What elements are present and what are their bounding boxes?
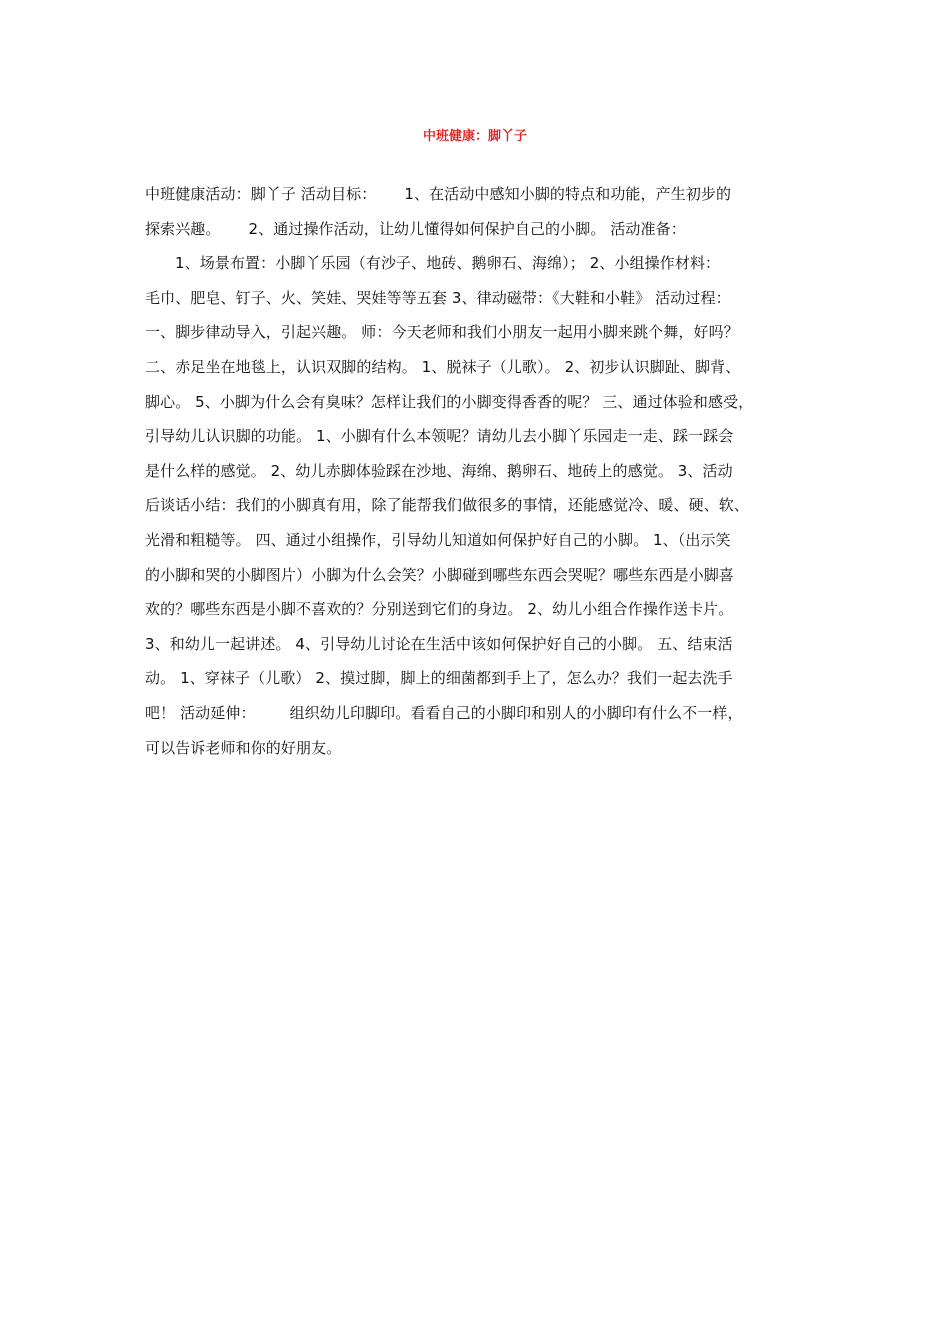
paragraph-line	[145, 177, 809, 212]
paragraph-line: 毛巾、肥皂、钉子、火、笑娃、哭娃等等五套 3、律动磁带：《大鞋和小鞋》 活动过程：	[145, 288, 731, 307]
paragraph-line	[145, 696, 809, 731]
document-body	[145, 177, 809, 765]
paragraph-line	[145, 246, 809, 281]
paragraph-line: 一、脚步律动导入，引起兴趣。 师：今天老师和我们小朋友一起用小脚来跳个舞，好吗？	[145, 323, 739, 342]
text-run: 2、通过操作活动，让幼儿懂得如何保护自己的小脚。 活动准备：	[248, 219, 686, 238]
paragraph-line: 后谈话小结：我们的小脚真有用，除了能帮我们做很多的事情，还能感觉冷、暖、硬、软、	[145, 496, 750, 515]
paragraph-line: 脚心。 5、小脚为什么会有臭味？怎样让我们的小脚变得香香的呢？ 三、通过体验和感受，	[145, 392, 754, 411]
document-title: 中班健康：脚丫子	[422, 129, 527, 144]
paragraph-line: 的小脚和哭的小脚图片）小脚为什么会笑？小脚碰到哪些东西会哭呢？哪些东西是小脚喜	[145, 565, 734, 584]
text-run: 探索兴趣。	[145, 219, 221, 238]
text-run: 吧！ 活动延伸：	[145, 703, 256, 722]
paragraph-line	[145, 212, 809, 247]
text-run: 1、场景布置：小脚丫乐园（有沙子、地砖、鹅卵石、海绵）； 2、小组操作材料：	[175, 254, 721, 273]
paragraph-line: 是什么样的感觉。 2、幼儿赤脚体验踩在沙地、海绵、鹅卵石、地砖上的感觉。 3、活动	[145, 461, 733, 480]
paragraph-line: 二、赤足坐在地毯上，认识双脚的结构。 1、脱袜子（儿歌）。 2、初步认识脚趾、脚背、	[145, 357, 741, 376]
text-run: 中班健康活动：脚丫子 活动目标：	[145, 185, 377, 203]
paragraph-line: 引导幼儿认识脚的功能。 1、小脚有什么本领呢？请幼儿去小脚丫乐园走一走、踩一踩会	[145, 427, 734, 446]
paragraph-line: 3、和幼儿一起讲述。 4、引导幼儿讨论在生活中该如何保护好自己的小脚。 五、结束活	[145, 634, 733, 653]
paragraph-line: 欢的？哪些东西是小脚不喜欢的？分别送到它们的身边。 2、幼儿小组合作操作送卡片。	[145, 600, 734, 619]
paragraph-line: 可以告诉老师和你的好朋友。	[145, 738, 342, 757]
paragraph-line: 动。 1、穿袜子（儿歌） 2、摸过脚，脚上的细菌都到手上了，怎么办？我们一起去洗手	[145, 669, 733, 688]
paragraph-line: 光滑和粗糙等。 四、通过小组操作，引导幼儿知道如何保护好自己的小脚。 1、（出示笑	[145, 530, 731, 549]
text-run: 1、在活动中感知小脚的特点和功能，产生初步的	[404, 185, 732, 203]
text-run: 组织幼儿印脚印。看看自己的小脚印和别人的小脚印有什么不一样，	[289, 703, 743, 722]
